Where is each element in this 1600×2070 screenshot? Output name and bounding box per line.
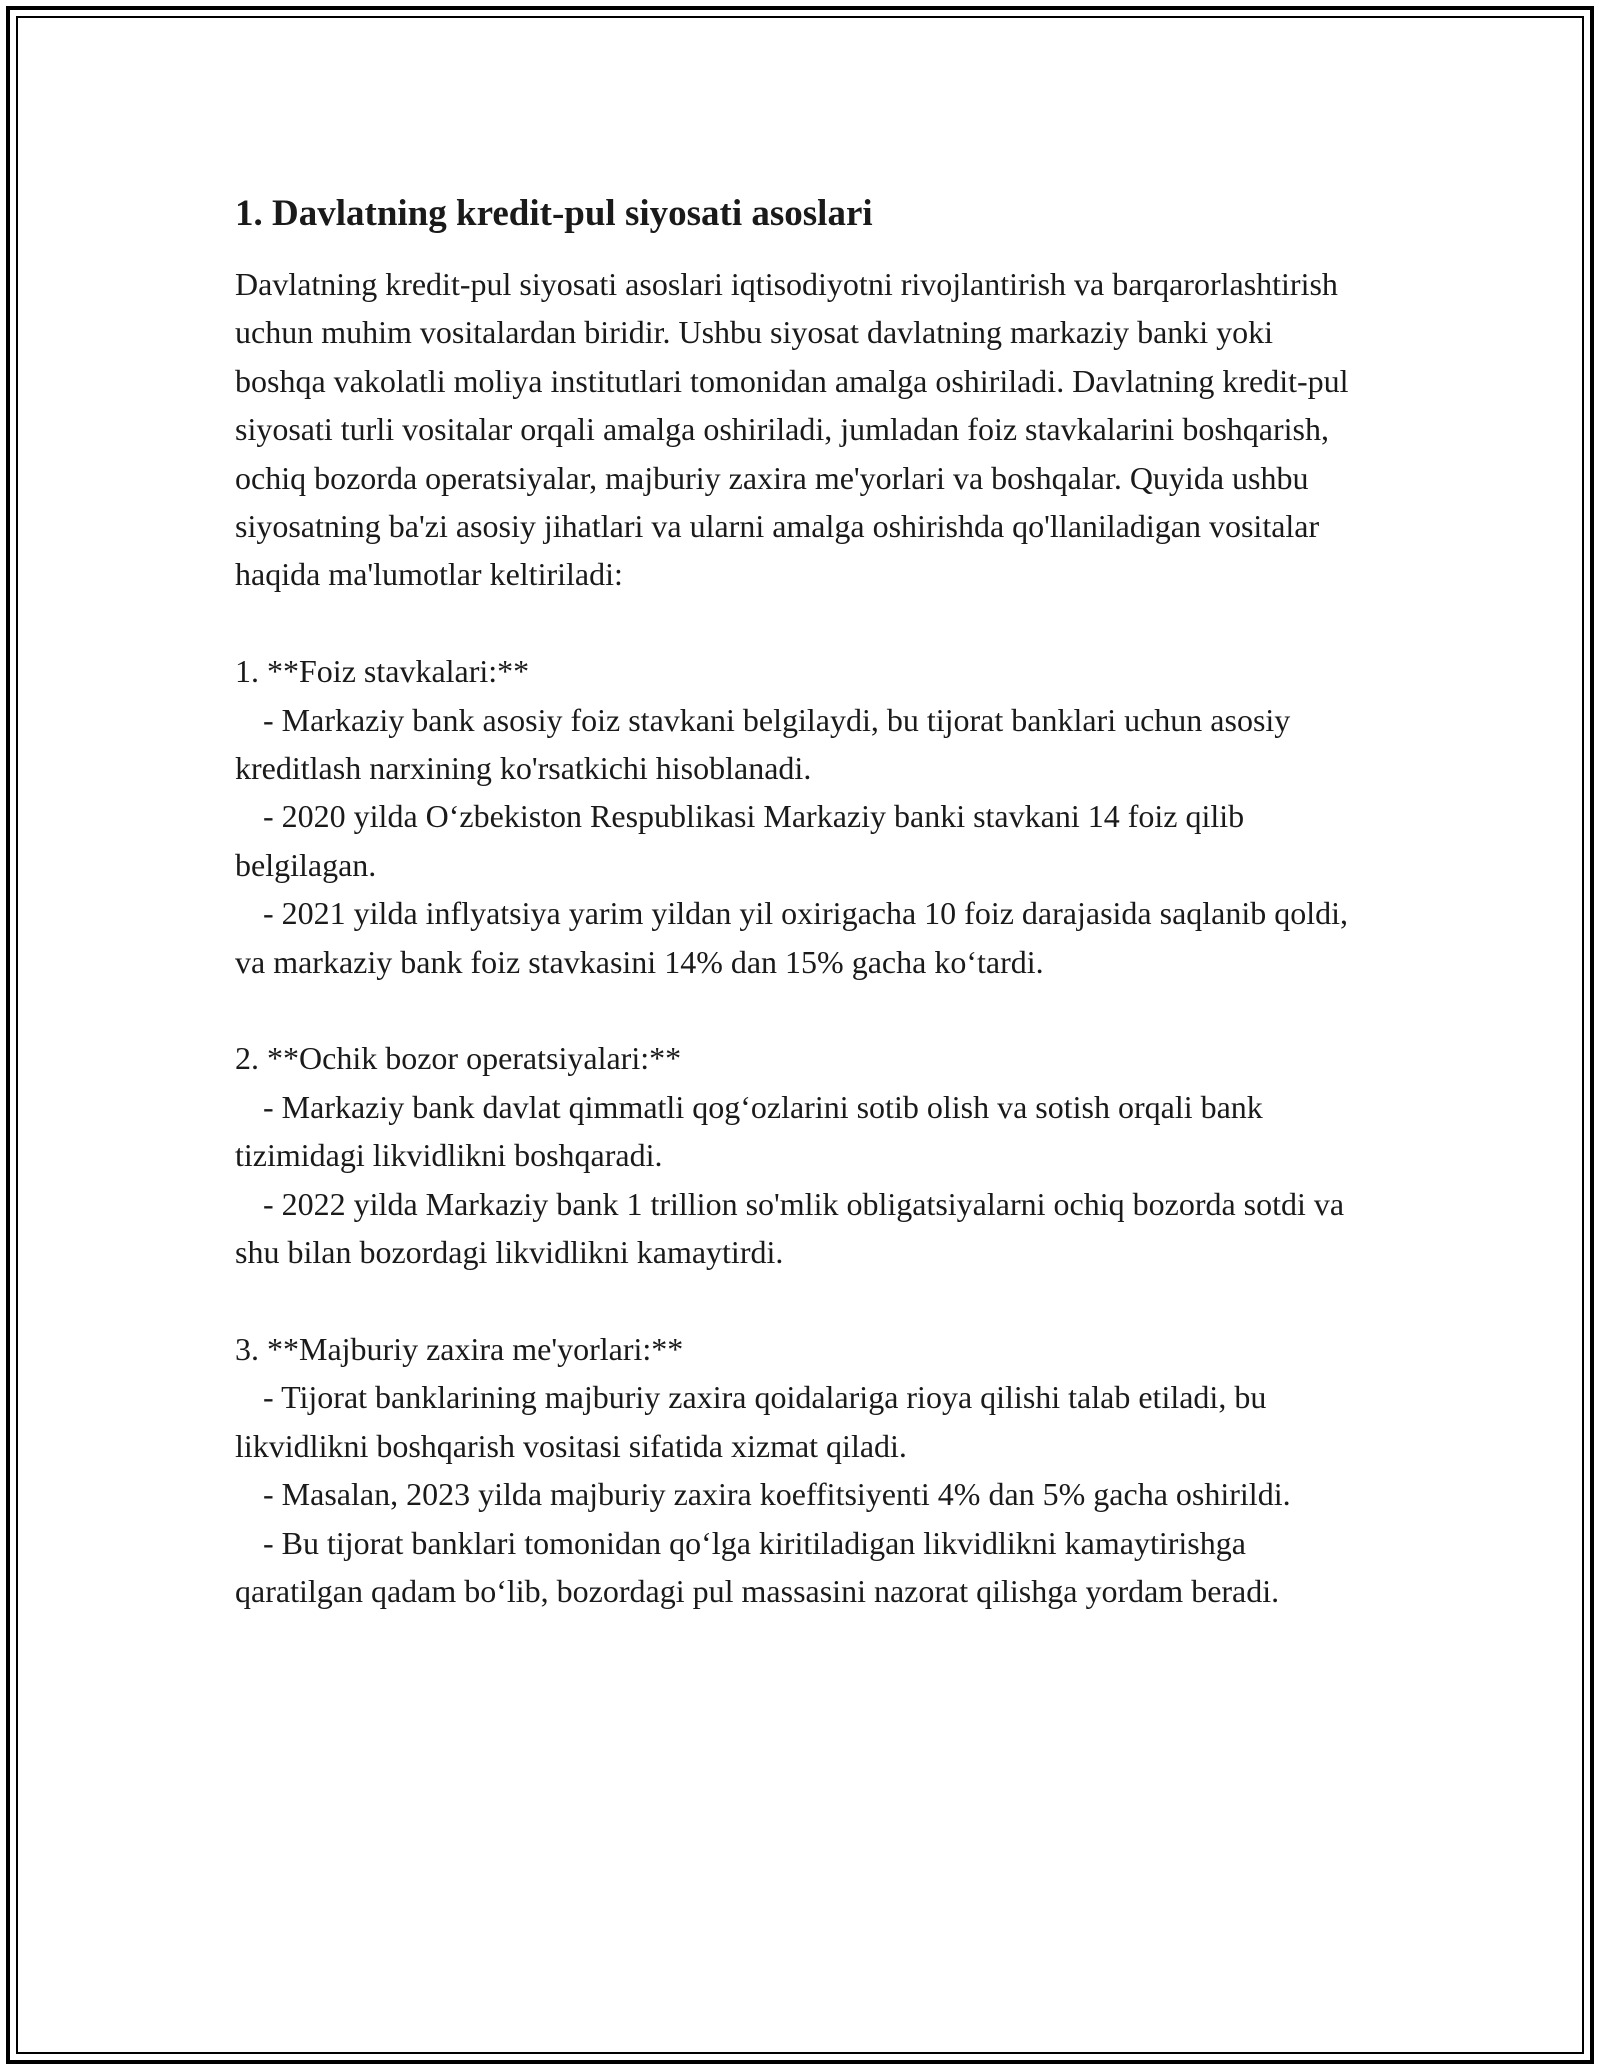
list-item: - 2022 yilda Markaziy bank 1 trillion so'mlik obligatsiyalarni ochiq bozorda sotdi va shu bilan bozordagi likvidlikni kamaytirdi. bbox=[235, 1185, 1345, 1271]
list-item: - 2020 yilda O‘zbekiston Respublikasi Markaziy banki stavkani 14 foiz qilib belgilagan. bbox=[235, 798, 1245, 883]
section-majburiy-zaxira bbox=[235, 1325, 1355, 1615]
document-title: 1. Davlatning kredit-pul siyosati asoslari bbox=[235, 193, 873, 234]
section-foiz-stavkalari bbox=[235, 647, 1355, 986]
section-ochik-bozor bbox=[235, 1034, 1355, 1276]
list-item: - 2021 yilda inflyatsiya yarim yildan yil oxirigacha 10 foiz darajasida saqlanib qoldi, va markaziy bank foiz stavkasini 14% dan 15% gacha ko‘tardi. bbox=[235, 895, 1349, 980]
list-item: - Markaziy bank davlat qimmatli qog‘ozlarini sotib olish va sotish orqali bank tizimidagi likvidlikni boshqaradi. bbox=[235, 1088, 1263, 1174]
list-item: - Markaziy bank asosiy foiz stavkani belgilaydi, bu tijorat banklari uchun asosiy kreditlash narxining ko'rsatkichi hisoblanadi. bbox=[235, 701, 1291, 787]
section-heading: 1. **Foiz stavkalari:** bbox=[235, 653, 530, 690]
intro-paragraph: Davlatning kredit-pul siyosati asoslari iqtisodiyotni rivojlantirish va barqarorlashtirish uchun muhim vositalardan biridir. Ushbu siyosat davlatning markaziy banki yoki boshqa vakolatli moliya institutlari tomonidan amalga oshiriladi. Davlatning kredit-pul siyosati turli vositalar orqali amalga oshiriladi, jumladan foiz stavkalarini boshqarish, ochiq bozorda operatsiyalar, majburiy zaxira me'yorlari va boshqalar. Quyida ushbu siyosatning ba'zi asosiy jihatlari va ularni amalga oshirishda qo'llaniladigan vositalar haqida ma'lumotlar keltiriladi: bbox=[235, 266, 1349, 593]
list-item: - Bu tijorat banklari tomonidan qo‘lga kiritiladigan likvidlikni kamaytirishga qaratilgan qadam bo‘lib, bozordagi pul massasini nazorat qilishga yordam beradi. bbox=[235, 1524, 1280, 1609]
list-item: - Masalan, 2023 yilda majburiy zaxira koeffitsiyenti 4% dan 5% gacha oshirildi. bbox=[263, 1476, 1291, 1513]
document-body bbox=[235, 188, 1355, 1615]
section-heading: 3. **Majburiy zaxira me'yorlari:** bbox=[235, 1330, 684, 1367]
section-heading: 2. **Ochik bozor operatsiyalari:** bbox=[235, 1040, 682, 1077]
list-item: - Tijorat banklarining majburiy zaxira qoidalariga rioya qilishi talab etiladi, bu likvidlikni boshqarish vositasi sifatida xizmat qiladi. bbox=[235, 1379, 1267, 1464]
